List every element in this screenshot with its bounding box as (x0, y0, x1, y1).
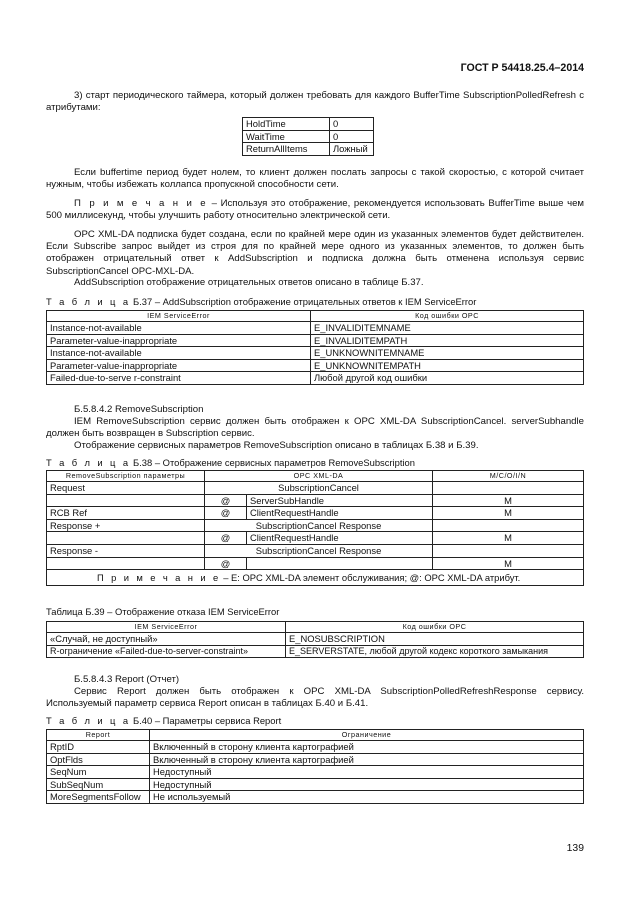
table-cell (247, 557, 433, 570)
paragraph-timer: 3) старт периодического таймера, который должен требовать для каждого BufferTime SubscriptionPolledRefresh с атрибутами: (46, 90, 584, 114)
table-row (47, 645, 584, 658)
attr-name: WaitTime (243, 130, 330, 143)
table-cell: Request (47, 482, 205, 495)
column-header: RemoveSubscription параметры (47, 471, 205, 482)
table-row (47, 532, 584, 545)
section-heading: Б.5.8.4.3 Report (Отчет) (74, 674, 180, 685)
attr-value: 0 (330, 118, 374, 131)
attr-name: HoldTime (243, 118, 330, 131)
table-row (47, 372, 584, 385)
table-cell: M (433, 557, 584, 570)
table-caption (46, 457, 415, 468)
table-cell: OptFlds (47, 753, 150, 766)
attribute-table (242, 117, 374, 156)
table-cell: Instance-not-available (47, 322, 311, 335)
attr-name: ReturnAllItems (243, 143, 330, 156)
caption-label: Т а б л и ц а (46, 715, 131, 726)
table-row (47, 741, 584, 754)
table-row (47, 359, 584, 372)
section-heading: Б.5.8.4.2 RemoveSubscription (74, 404, 204, 415)
paragraph-mapping: Отображение сервисных параметров RemoveSubscription описано в таблицах Б.38 и Б.39. (74, 440, 479, 451)
table-cell: Включенный в сторону клиента картографией (150, 741, 584, 754)
table-row (47, 544, 584, 557)
table-cell: E_SERVERSTATE, любой другой кодекс короткого замыкания (286, 645, 584, 658)
table-cell: Включенный в сторону клиента картографией (150, 753, 584, 766)
table-cell: Parameter-value-inappropriate (47, 334, 311, 347)
paragraph-subscription: OPC XML-DA подписка будет создана, если по крайней мере один из указанных элементов будет действителен. Если Subscribe запрос выйдет из строя для по крайней мере одного из указанных элементов, то должен быть отображен отрицательный ответ к AddSubscription и подписка должна быть отменена используя сервис SubscriptionCancel OPC-MXL-DA. (46, 229, 584, 277)
table-cell: M (433, 494, 584, 507)
table-row (47, 519, 584, 532)
attr-value: 0 (330, 130, 374, 143)
table-cell: Недоступный (150, 778, 584, 791)
note-text: – E: OPC XML-DA элемент обслуживания; @: OPC XML-DA атрибут. (220, 572, 521, 584)
document-header: ГОСТ Р 54418.25.4–2014 (460, 62, 584, 74)
paragraph-report: Сервис Report должен быть отображен к OPC XML-DA SubscriptionPolledRefreshResponse сервису. Используемый параметр сервиса Report описан в таблицах Б.40 и Б.41. (46, 686, 584, 710)
table-cell: ClientRequestHandle (247, 532, 433, 545)
caption-label: Т а б л и ц а (46, 296, 131, 307)
table-caption (46, 296, 476, 307)
table-row (47, 766, 584, 779)
table-header-row (47, 471, 584, 482)
table-cell: E_INVALIDITEMPATH (311, 334, 584, 347)
paragraph-removesubscription: IEM RemoveSubscription сервис должен быть отображен к OPC XML-DA SubscriptionCancel. serverSubhandle должен быть возвращен в Subscription сервис. (46, 416, 584, 440)
column-header: M/C/O/I/N (433, 471, 584, 482)
table-cell: RptID (47, 741, 150, 754)
page-number: 139 (566, 843, 584, 854)
table-cell: E_NOSUBSCRIPTION (286, 633, 584, 646)
caption-text: Б.40 – Параметры сервиса Report (130, 715, 282, 726)
column-header: IEM ServiceError (47, 311, 311, 322)
column-header: Код ошибки OPC (286, 622, 584, 633)
table-cell: M (433, 507, 584, 520)
table-cell: RCB Ref (47, 507, 205, 520)
table-header-row (47, 730, 584, 741)
column-header: IEM ServiceError (47, 622, 286, 633)
table-b39 (46, 621, 584, 658)
table-row (47, 322, 584, 335)
attribute-marker: @ (205, 532, 247, 545)
column-header: Ограничение (150, 730, 584, 741)
table-cell: «Случай, не доступный» (47, 633, 286, 646)
caption-text: Б.37 – AddSubscription отображение отрицательных ответов к IEM ServiceError (130, 296, 477, 307)
column-header: Report (47, 730, 150, 741)
table-cell: Parameter-value-inappropriate (47, 359, 311, 372)
table-cell: Response + (47, 519, 205, 532)
table-caption: Таблица Б.39 – Отображение отказа IEM ServiceError (46, 606, 280, 617)
table-cell: Failed-due-to-serve r-constraint (47, 372, 311, 385)
table-header-row (47, 311, 584, 322)
paragraph-addsubscription: AddSubscription отображение отрицательных ответов описано в таблице Б.37. (74, 277, 424, 288)
table-row (47, 507, 584, 520)
table-cell: M (433, 532, 584, 545)
table-cell: E_UNKNOWNITEMNAME (311, 347, 584, 360)
note-label: П р и м е ч а н и е (74, 198, 209, 209)
caption-text: Б.38 – Отображение сервисных параметров RemoveSubscription (130, 457, 415, 468)
table-cell: SeqNum (47, 766, 150, 779)
attribute-marker: @ (205, 557, 247, 570)
table-cell: SubSeqNum (47, 778, 150, 791)
table-row (47, 791, 584, 804)
table-cell: Response - (47, 544, 205, 557)
table-row (47, 482, 584, 495)
table-note-row (47, 570, 584, 586)
column-header: Код ошибки OPC (311, 311, 584, 322)
table-row (47, 633, 584, 646)
table-row (47, 494, 584, 507)
table-cell (433, 482, 584, 495)
table-cell: ServerSubHandle (247, 494, 433, 507)
table-row (243, 143, 374, 156)
attribute-marker: @ (205, 494, 247, 507)
table-cell: R-ограничение «Failed-due-to-server-constraint» (47, 645, 286, 658)
table-cell (433, 544, 584, 557)
table-cell (433, 519, 584, 532)
note-text: – Используя это отображение, рекомендуется использовать BufferTime выше чем 500 миллисекунд, чтобы улучшить работу относительно электрической сети. (46, 198, 584, 222)
table-cell: SubscriptionCancel Response (205, 544, 433, 557)
table-cell: MoreSegmentsFollow (47, 791, 150, 804)
table-cell: SubscriptionCancel (205, 482, 433, 495)
table-cell: ClientRequestHandle (247, 507, 433, 520)
caption-label: Т а б л и ц а (46, 457, 131, 468)
note-label: П р и м е ч а н и е (97, 572, 221, 584)
table-row (47, 347, 584, 360)
table-cell: Недоступный (150, 766, 584, 779)
table-note (47, 570, 584, 586)
attribute-marker: @ (205, 507, 247, 520)
table-b40 (46, 729, 584, 804)
table-cell (47, 532, 205, 545)
table-header-row (47, 622, 584, 633)
table-caption (46, 715, 281, 726)
table-row (243, 130, 374, 143)
table-row (47, 557, 584, 570)
table-row (47, 778, 584, 791)
table-cell (47, 494, 205, 507)
table-cell: Не используемый (150, 791, 584, 804)
note-paragraph (46, 198, 584, 222)
table-b38 (46, 470, 584, 586)
column-header: OPC XML-DA (205, 471, 433, 482)
table-cell: E_INVALIDITEMNAME (311, 322, 584, 335)
table-cell (47, 557, 205, 570)
table-row (47, 753, 584, 766)
attr-value: Ложный (330, 143, 374, 156)
table-cell: SubscriptionCancel Response (205, 519, 433, 532)
paragraph-buffertime: Если buffertime период будет нолем, то клиент должен послать запросы с такой скоростью, с которой считает нужным, чтобы избежать коллапса пропускной способности сети. (46, 167, 584, 191)
table-cell: E_UNKNOWNITEMPATH (311, 359, 584, 372)
table-cell: Любой другой код ошибки (311, 372, 584, 385)
table-row (47, 334, 584, 347)
table-cell: Instance-not-available (47, 347, 311, 360)
table-b37 (46, 310, 584, 385)
table-row (243, 118, 374, 131)
